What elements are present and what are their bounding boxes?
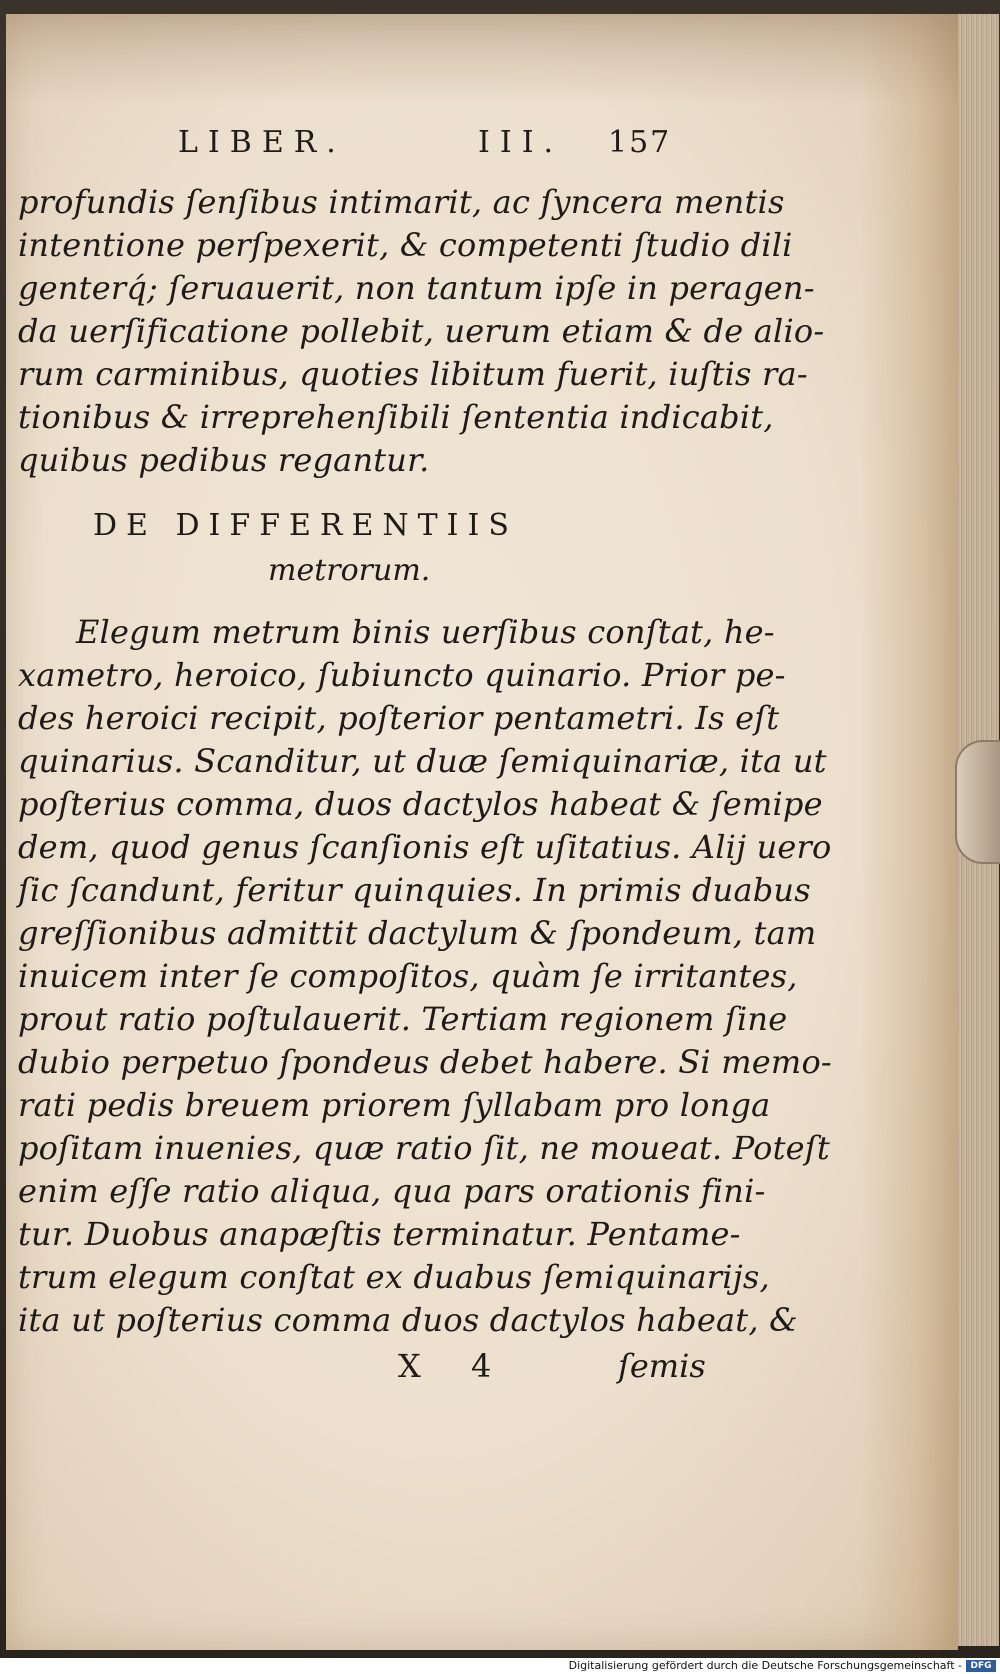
text-line: ita ut poſterius comma duos dactylos habeat, & <box>18 1301 798 1339</box>
text-line: rati pedis breuem priorem ſyllabam pro longa <box>18 1086 771 1124</box>
text-line: trum elegum conſtat ex duabus ſemiquinarijs, <box>18 1258 770 1296</box>
signature-mark: X 4 <box>398 1347 512 1385</box>
section-heading: DE DIFFERENTIIS <box>93 508 518 543</box>
text-line: enim eſſe ratio aliqua, qua pars orationis fini- <box>18 1172 766 1210</box>
text-line: prout ratio poſtulauerit. Tertiam regionem ſine <box>18 1000 788 1038</box>
text-line: Elegum metrum binis uerſibus conſtat, he- <box>76 613 775 651</box>
text-line: poſitam inuenies, quæ ratio ſit, ne moueat. Poteſt <box>18 1129 830 1167</box>
text-line: quibus pedibus regantur. <box>18 441 430 479</box>
folio-number: 157 <box>608 125 672 160</box>
text-line: da uerſificatione pollebit, uerum etiam & de alio- <box>18 312 825 350</box>
running-head-liber: LIBER. <box>178 125 346 160</box>
text-line: inuicem inter ſe compoſitos, quàm ſe irritantes, <box>18 957 798 995</box>
dfg-logo: DFG <box>966 1660 996 1672</box>
catchword: ſemis <box>618 1347 706 1385</box>
page-text <box>18 125 832 1385</box>
text-line: ſic ſcandunt, feritur quinquies. In primis duabus <box>18 871 811 909</box>
page-clip <box>955 740 1000 864</box>
text-line: tionibus & irreprehenſibili ſententia indicabit, <box>18 398 774 436</box>
text-line: rum carminibus, quoties libitum fuerit, iuſtis ra- <box>18 355 808 393</box>
text-line: dem, quod genus ſcanſionis eſt uſitatius. Alij uero <box>18 828 832 866</box>
page-top-shadow <box>6 14 958 104</box>
text-line: intentione perſpexerit, & competenti ſtudio dili <box>18 226 793 264</box>
text-line: des heroici recipit, poſterior pentametri. Is eſt <box>18 699 780 737</box>
running-head-book-number: III. <box>478 125 564 160</box>
text-line: profundis ſenſibus intimarit, ac ſyncera mentis <box>18 183 785 221</box>
text-line: genterq́; ſeruauerit, non tantum ipſe in peragen- <box>18 269 815 307</box>
text-line: quinarius. Scanditur, ut duæ ſemiquinariæ, ita ut <box>18 742 827 780</box>
page-margin-stain <box>860 14 958 1650</box>
footer-credit: Digitalisierung gefördert durch die Deutsche Forschungsgemeinschaft - <box>568 1659 962 1672</box>
running-head <box>18 125 738 165</box>
text-line: greſſionibus admittit dactylum & ſpondeum, tam <box>18 914 817 952</box>
section-subheading: metrorum. <box>268 553 431 588</box>
text-line: poſterius comma, duos dactylos habeat & ſemipe <box>18 785 823 823</box>
text-line: xametro, heroico, ſubiuncto quinario. Prior pe- <box>18 656 786 694</box>
text-line: tur. Duobus anapæſtis terminatur. Pentame- <box>18 1215 741 1253</box>
text-line: dubio perpetuo ſpondeus debet habere. Si memo- <box>18 1043 832 1081</box>
